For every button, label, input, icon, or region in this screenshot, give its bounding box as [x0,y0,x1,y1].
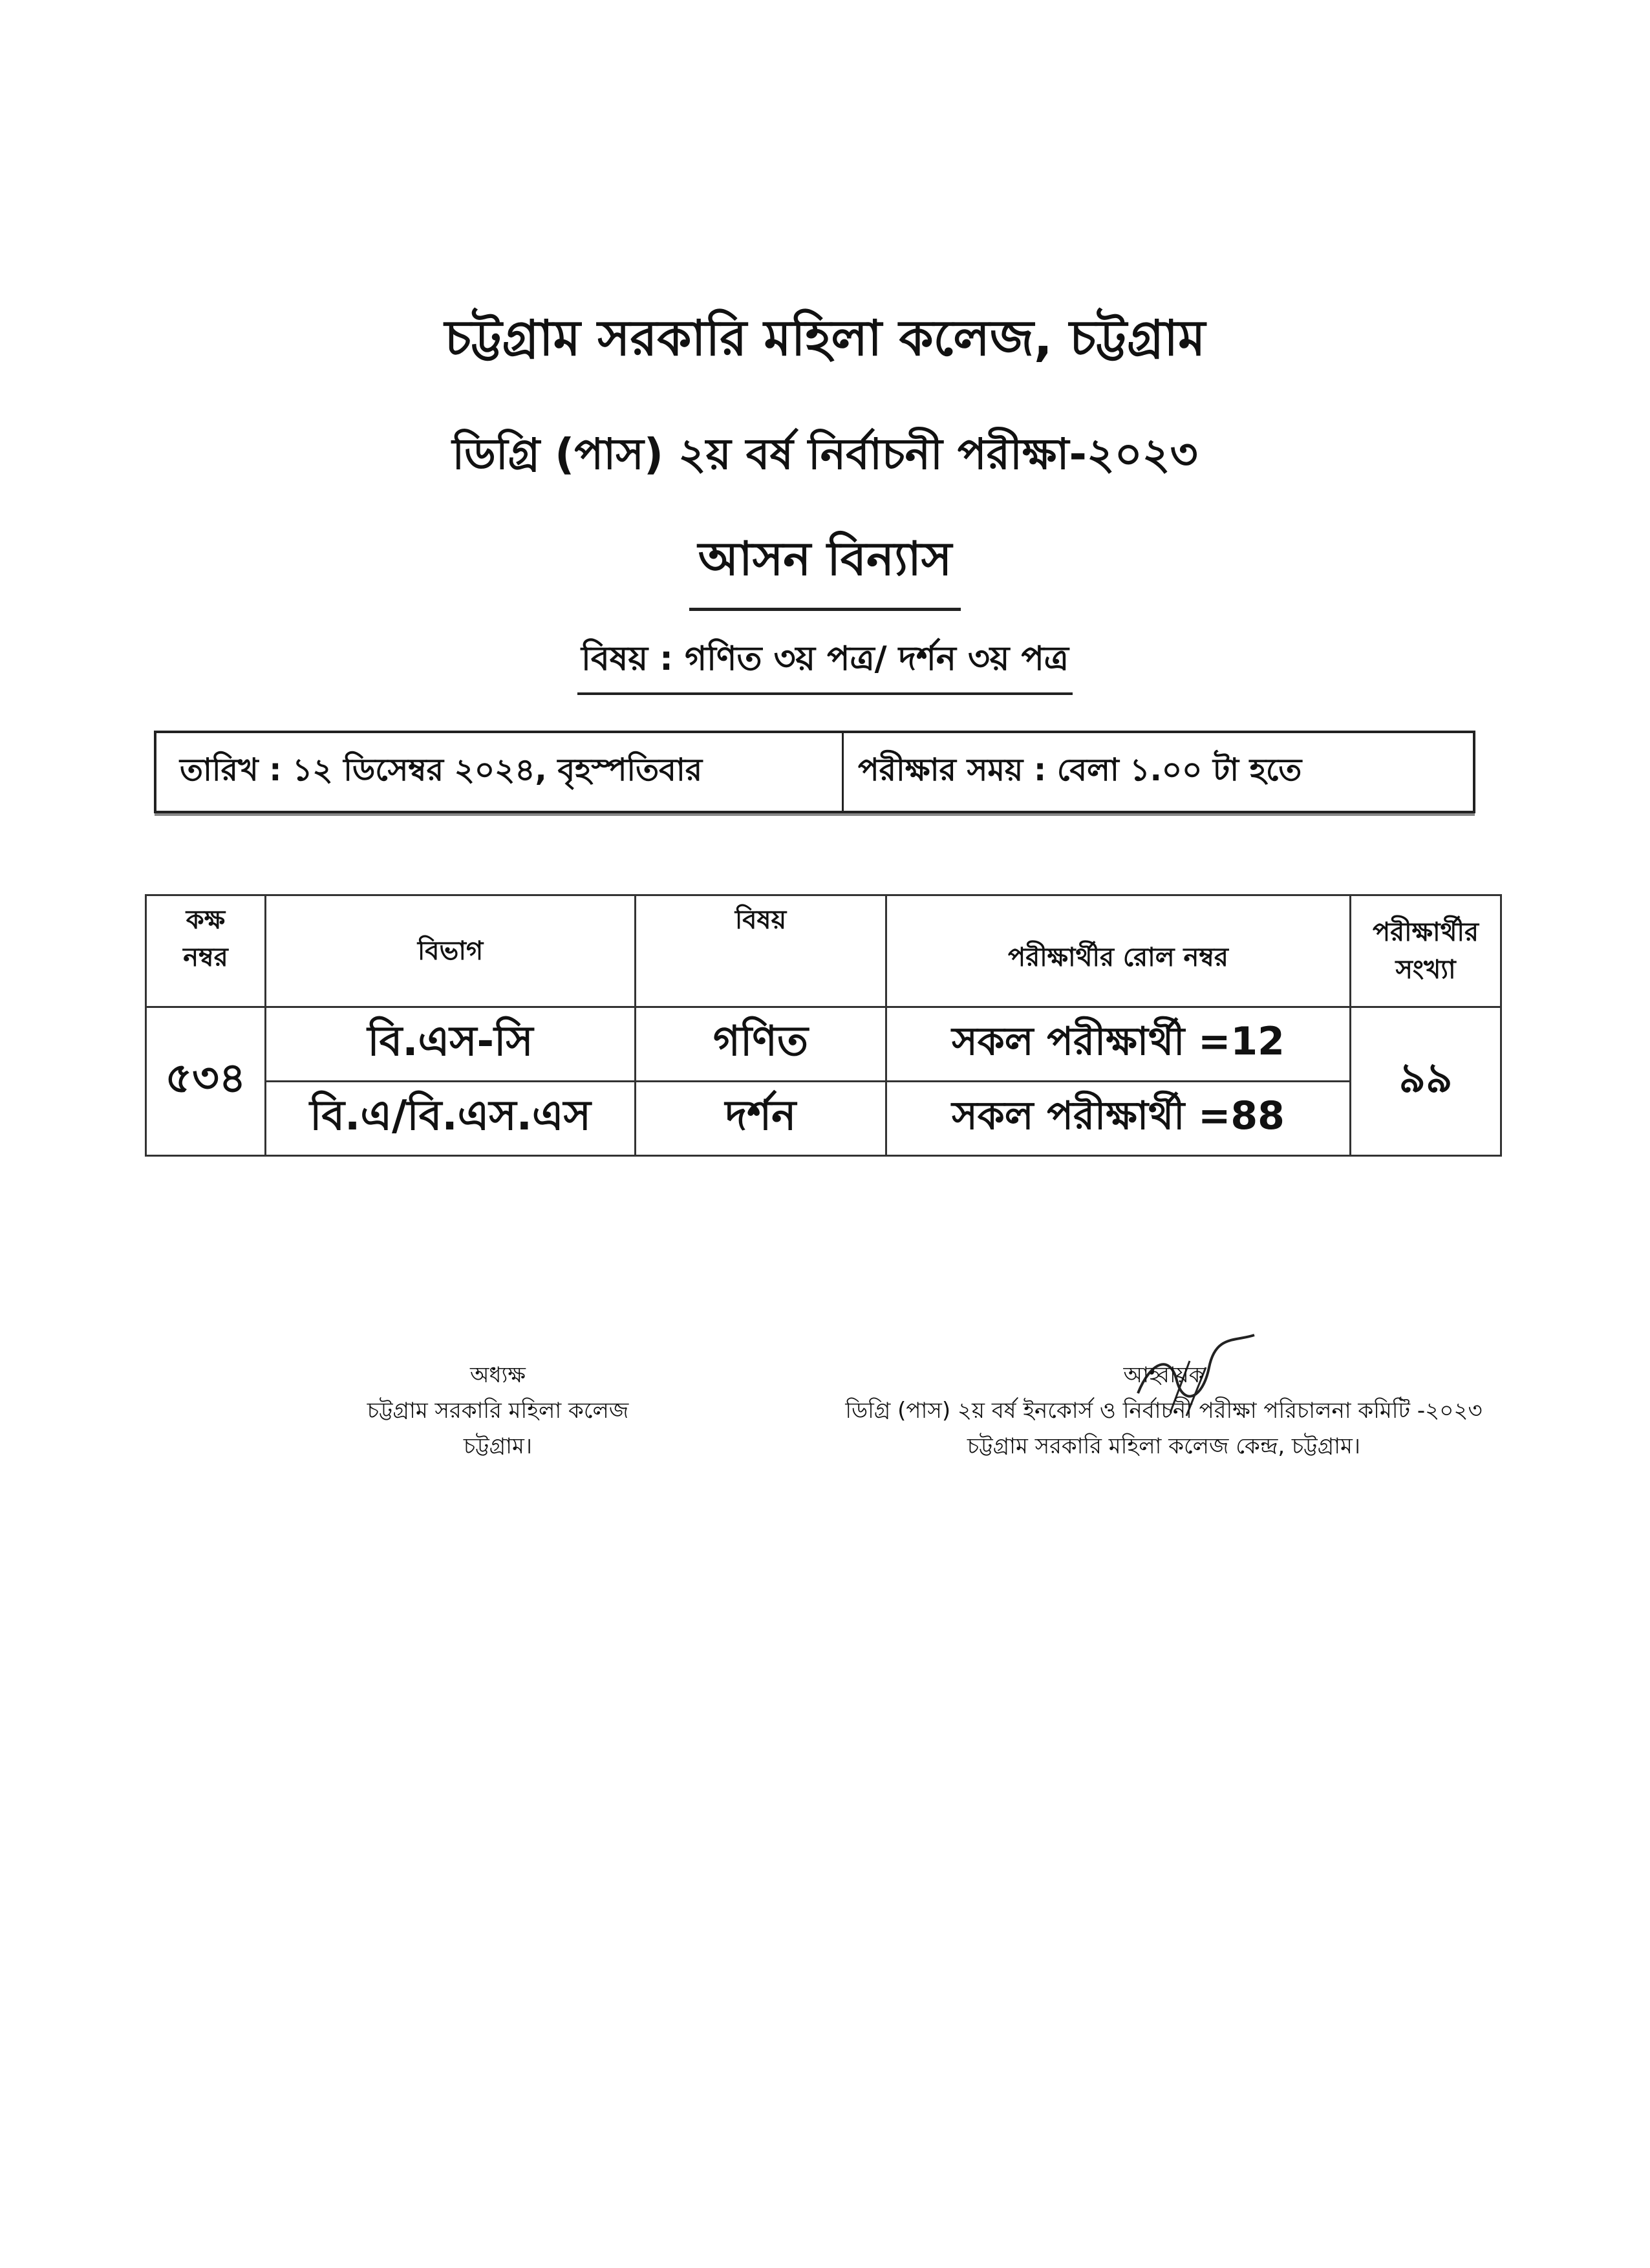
exam-info-box [154,731,1475,813]
document-title-text: আসন বিন্যাস [689,524,961,611]
roll-cell: সকল পরীক্ষার্থী =88 [886,1082,1351,1156]
subject-cell: দর্শন [636,1082,886,1156]
convener-signature-block [834,1358,1494,1464]
examinee-count-cell: ৯৯ [1351,1007,1501,1156]
subject-cell: গণিত [636,1007,886,1082]
exam-time: পরীক্ষার সময় : বেলা ১.০০ টা হতে [858,751,1302,788]
table-row [146,1007,1501,1082]
header-examinee-count [1351,895,1501,1007]
subject-line-text: বিষয় : গণিত ৩য় পত্র/ দর্শন ৩য় পত্র [577,632,1073,695]
header-roll-number: পরীক্ষার্থীর রোল নম্বর [886,895,1351,1007]
subject-line [0,632,1650,695]
document-title [0,524,1650,611]
table-row [146,1082,1501,1156]
exam-title: ডিগ্রি (পাস) ২য় বর্ষ নির্বাচনী পরীক্ষা-২০২৩ [452,429,1198,479]
header-room-line2: নম্বর [183,943,228,972]
seat-plan-table [145,894,1502,1157]
header-room-line1: কক্ষ [186,905,226,935]
header-subject: বিষয় [636,895,886,1007]
header-department: বিভাগ [266,895,636,1007]
convener-committee: ডিগ্রি (পাস) ২য় বর্ষ ইনকোর্স ও নির্বাচনী পরীক্ষা পরিচালনা কমিটি -২০২৩ [845,1398,1483,1424]
principal-title: অধ্যক্ষ [470,1362,526,1388]
table-header-row [146,895,1501,1007]
header-room-number [146,895,266,1007]
header-count-line2: সংখ্যা [1395,955,1456,985]
header-count-line1: পরীক্ষার্থীর [1373,917,1479,947]
convener-title: আহ্বায়ক [1123,1362,1205,1388]
principal-city: চট্টগ্রাম। [463,1433,533,1460]
exam-date: তারিখ : ১২ ডিসেম্বর ২০২৪, বৃহস্পতিবার [156,733,844,811]
department-cell: বি.এস-সি [266,1007,636,1082]
room-number-cell: ৫৩৪ [146,1007,266,1156]
convener-center: চট্টগ্রাম সরকারি মহিলা কলেজ কেন্দ্র, চট্টগ্রাম। [967,1433,1361,1460]
department-cell: বি.এ/বি.এস.এস [266,1082,636,1156]
principal-signature-block [317,1358,679,1464]
college-title: চট্টগ্রাম সরকারি মহিলা কলেজ, চট্টগ্রাম [444,309,1206,367]
principal-college: চট্টগ্রাম সরকারি মহিলা কলেজ [367,1398,629,1424]
roll-cell: সকল পরীক্ষার্থী =12 [886,1007,1351,1082]
